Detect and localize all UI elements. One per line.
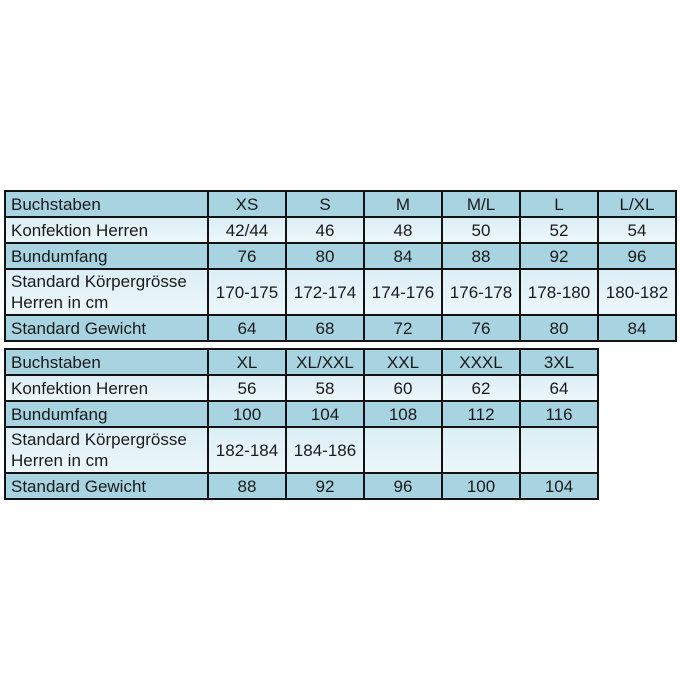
size-value-cell: 42/44 [208,217,286,243]
size-code-cell: XL/XXL [286,349,364,375]
size-value-cell: 172-174 [286,269,364,315]
size-value-cell: 96 [364,473,442,499]
row-label-cell: Standard Gewicht [5,473,208,499]
size-value-cell: 80 [286,243,364,269]
size-table-secondary [4,348,599,500]
size-value-cell: 176-178 [442,269,520,315]
size-code-cell: L/XL [598,191,676,217]
size-value-cell: 100 [442,473,520,499]
size-value-cell: 92 [286,473,364,499]
size-value-cell: 170-175 [208,269,286,315]
size-value-cell: 52 [520,217,598,243]
header-label-cell: Buchstaben [5,349,208,375]
size-value-cell: 88 [208,473,286,499]
size-value-cell: 96 [598,243,676,269]
row-label-cell: Standard Gewicht [5,315,208,341]
size-value-cell: 178-180 [520,269,598,315]
size-table-row [5,217,676,243]
size-value-cell: 174-176 [364,269,442,315]
size-code-cell: M [364,191,442,217]
size-value-cell: 76 [208,243,286,269]
size-value-cell: 92 [520,243,598,269]
size-value-cell: 60 [364,375,442,401]
size-value-cell: 84 [364,243,442,269]
size-value-cell: 88 [442,243,520,269]
size-value-cell: 64 [208,315,286,341]
size-value-cell: 100 [208,401,286,427]
size-value-cell: 48 [364,217,442,243]
size-code-cell: 3XL [520,349,598,375]
row-label-cell: Konfektion Herren [5,217,208,243]
row-label-cell: Bundumfang [5,243,208,269]
size-value-cell [520,427,598,473]
size-header-row [5,349,598,375]
size-value-cell: 182-184 [208,427,286,473]
size-code-cell: XL [208,349,286,375]
size-code-cell: L [520,191,598,217]
size-table-row [5,427,598,473]
size-table-row [5,473,598,499]
row-label-cell: Standard Körpergrösse Herren in cm [5,269,208,315]
size-table-row [5,269,676,315]
size-value-cell: 50 [442,217,520,243]
size-table-row [5,401,598,427]
size-value-cell [442,427,520,473]
size-value-cell: 180-182 [598,269,676,315]
size-value-cell: 72 [364,315,442,341]
size-value-cell [364,427,442,473]
size-value-cell: 80 [520,315,598,341]
size-table-row [5,375,598,401]
size-code-cell: S [286,191,364,217]
size-table-row [5,315,676,341]
size-value-cell: 56 [208,375,286,401]
size-code-cell: XXL [364,349,442,375]
size-code-cell: XXXL [442,349,520,375]
size-header-row [5,191,676,217]
size-value-cell: 54 [598,217,676,243]
size-value-cell: 62 [442,375,520,401]
row-label-cell: Bundumfang [5,401,208,427]
size-value-cell: 84 [598,315,676,341]
size-value-cell: 76 [442,315,520,341]
size-value-cell: 58 [286,375,364,401]
size-code-cell: M/L [442,191,520,217]
size-value-cell: 116 [520,401,598,427]
size-value-cell: 64 [520,375,598,401]
size-value-cell: 108 [364,401,442,427]
size-value-cell: 184-186 [286,427,364,473]
header-label-cell: Buchstaben [5,191,208,217]
size-code-cell: XS [208,191,286,217]
row-label-cell: Standard Körpergrösse Herren in cm [5,427,208,473]
size-value-cell: 104 [286,401,364,427]
size-value-cell: 112 [442,401,520,427]
row-label-cell: Konfektion Herren [5,375,208,401]
size-value-cell: 68 [286,315,364,341]
size-table-row [5,243,676,269]
size-table-primary [4,190,677,342]
size-value-cell: 46 [286,217,364,243]
size-value-cell: 104 [520,473,598,499]
